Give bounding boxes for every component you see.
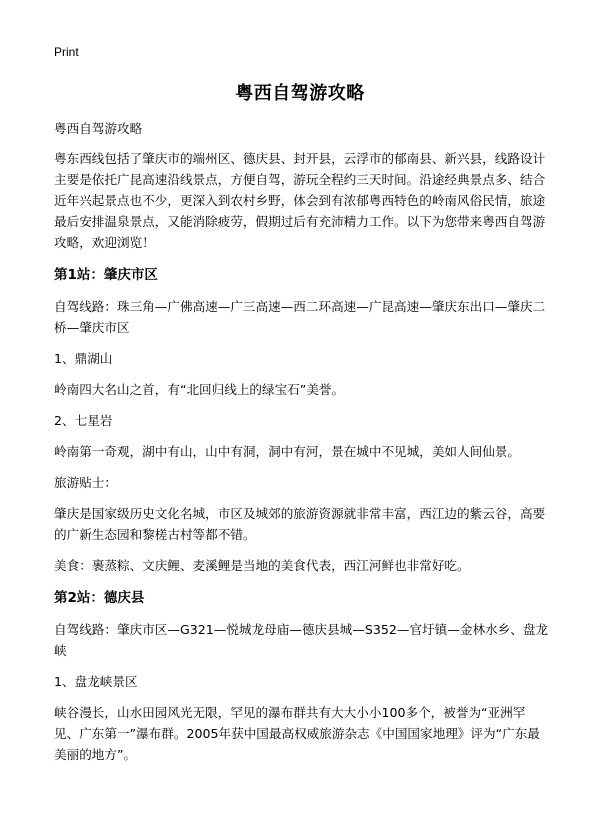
intro-paragraph: 粤东西线包括了肇庆市的端州区、德庆县、封开县，云浮市的郁南县、新兴县，线路设计主要是依托广昆高速沿线景点，方便自驾，游玩全程约三天时间。沿途经典景点多、结合近年兴起景点也不少，更深入到农村乡野，体会到有浓郁粤西特色的岭南风俗民情，旅途最后安排温泉景点，又能消除疲劳，假期过后有充沛精力工作。以下为您带来粤西自驾游攻略，欢迎浏览！ bbox=[54, 151, 546, 250]
stop2-heading: 第2站：德庆县 bbox=[54, 590, 145, 606]
stop2-spot1-desc: 峡谷漫长，山水田园风光无限，罕见的瀑布群共有大大小小100多个，被誉为“亚洲罕见、广东第一”瀑布群。2005年获中国最高权威旅游杂志《中国国家地理》评为“广东最美丽的地方”。 bbox=[54, 705, 540, 762]
stop2-route: 自驾线路：肇庆市区—G321—悦城龙母庙—德庆县城—S352—官圩镇—金林水乡、盘龙峡 bbox=[54, 622, 549, 658]
stop1-food-text: 美食：裹蒸粽、文庆鲤、麦溪鲤是当地的美食代表，西江河鲜也非常好吃。 bbox=[54, 558, 470, 573]
stop1-spot1-title: 1、鼎湖山 bbox=[54, 351, 113, 366]
stop1-heading: 第1站：肇庆市区 bbox=[54, 267, 158, 283]
page-title: 粤西自驾游攻略 bbox=[235, 83, 365, 104]
stop1-spot1-desc: 岭南四大名山之首，有“北回归线上的绿宝石”美誉。 bbox=[54, 382, 345, 397]
article-body bbox=[54, 118, 550, 775]
stop1-route: 自驾线路：珠三角—广佛高速—广三高速—西二环高速—广昆高速—肇庆东出口—肇庆二桥—肇庆市区 bbox=[54, 299, 546, 335]
print-link[interactable]: Print bbox=[54, 45, 79, 59]
article-subtitle: 粤西自驾游攻略 bbox=[54, 121, 143, 136]
stop1-tips-label: 旅游贴士： bbox=[54, 475, 117, 490]
stop2-spot1-title: 1、盘龙峡景区 bbox=[54, 674, 138, 689]
stop1-spot2-title: 2、七星岩 bbox=[54, 413, 113, 428]
stop1-tips-text: 肇庆是国家级历史文化名城，市区及城郊的旅游资源就非常丰富，西江边的紫云谷，高要的广新生态园和黎槎古村等都不错。 bbox=[54, 506, 546, 542]
stop1-spot2-desc: 岭南第一奇观，湖中有山，山中有洞，洞中有河，景在城中不见城，美如人间仙景。 bbox=[54, 444, 520, 459]
